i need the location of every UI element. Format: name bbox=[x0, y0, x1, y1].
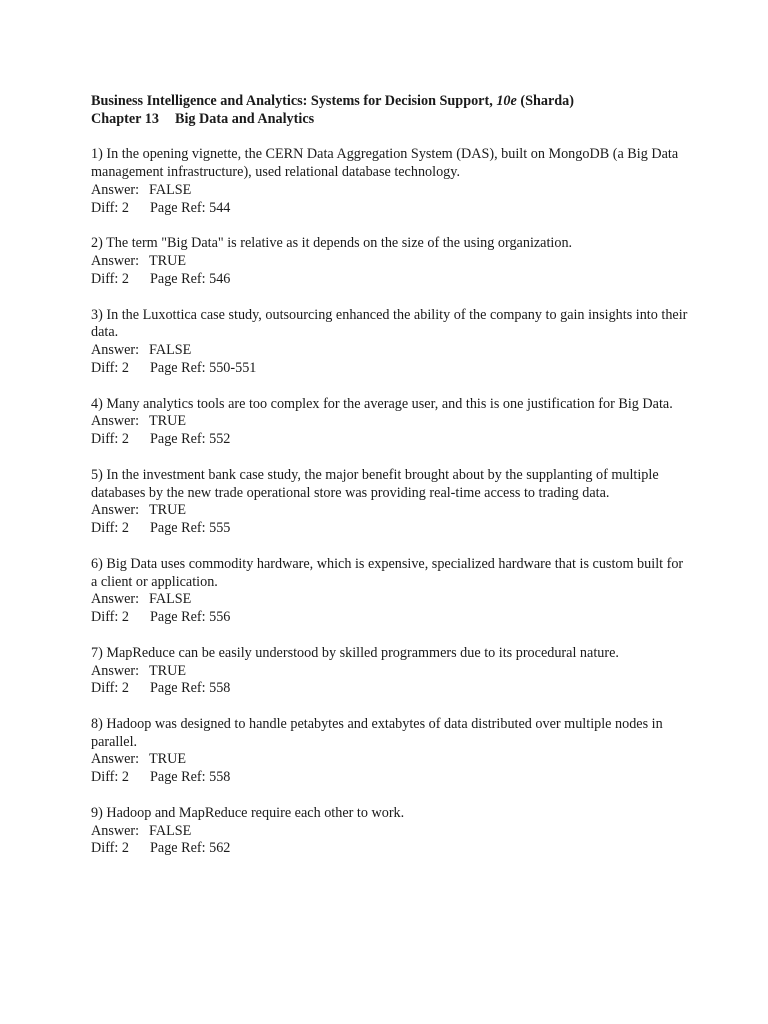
page-reference: Page Ref: 546 bbox=[150, 270, 231, 287]
question-text: 1) In the opening vignette, the CERN Data Aggregation System (DAS), built on MongoDB (a Big Data management infrastructure), used relational database technology. bbox=[91, 146, 679, 181]
question-text: 8) Hadoop was designed to handle petabytes and extabytes of data distributed over multiple nodes in parallel. bbox=[91, 715, 663, 750]
difficulty: Diff: 2 bbox=[91, 520, 129, 537]
answer-label: Answer: bbox=[91, 662, 140, 679]
difficulty: Diff: 2 bbox=[91, 769, 129, 786]
difficulty: Diff: 2 bbox=[91, 609, 129, 626]
answer-line bbox=[91, 751, 691, 769]
answer-line bbox=[91, 413, 691, 431]
edition: 10e bbox=[496, 93, 517, 109]
question-item bbox=[91, 805, 691, 858]
answer-label: Answer: bbox=[91, 253, 140, 270]
answer-line bbox=[91, 253, 691, 271]
chapter-title: Big Data and Analytics bbox=[175, 110, 315, 127]
question-item bbox=[91, 467, 691, 538]
question-item bbox=[91, 396, 691, 449]
question-text: 7) MapReduce can be easily understood by skilled programmers due to its procedural nature. bbox=[91, 644, 619, 661]
meta-line bbox=[91, 680, 691, 698]
chapter-label: Chapter 13 bbox=[91, 110, 159, 127]
question-item bbox=[91, 146, 691, 217]
author: (Sharda) bbox=[516, 93, 574, 109]
answer-line bbox=[91, 342, 691, 360]
page-reference: Page Ref: 552 bbox=[150, 431, 231, 448]
question-list bbox=[91, 146, 691, 858]
answer-label: Answer: bbox=[91, 413, 140, 430]
page-reference: Page Ref: 544 bbox=[150, 199, 231, 216]
page-reference: Page Ref: 555 bbox=[150, 520, 231, 537]
difficulty: Diff: 2 bbox=[91, 431, 129, 448]
document-page bbox=[91, 93, 691, 858]
difficulty: Diff: 2 bbox=[91, 680, 129, 697]
answer-value: FALSE bbox=[149, 181, 192, 198]
question-item bbox=[91, 235, 691, 288]
chapter-line bbox=[91, 111, 691, 129]
meta-line bbox=[91, 271, 691, 289]
difficulty: Diff: 2 bbox=[91, 199, 129, 216]
answer-value: TRUE bbox=[149, 751, 187, 768]
meta-line bbox=[91, 609, 691, 627]
answer-label: Answer: bbox=[91, 751, 140, 768]
answer-line bbox=[91, 823, 691, 841]
meta-line bbox=[91, 200, 691, 218]
answer-value: TRUE bbox=[149, 502, 187, 519]
difficulty: Diff: 2 bbox=[91, 270, 129, 287]
answer-line bbox=[91, 663, 691, 681]
question-item bbox=[91, 307, 691, 378]
answer-value: TRUE bbox=[149, 253, 187, 270]
answer-value: TRUE bbox=[149, 662, 187, 679]
meta-line bbox=[91, 431, 691, 449]
answer-value: FALSE bbox=[149, 591, 192, 608]
book-title-line bbox=[91, 93, 691, 111]
answer-label: Answer: bbox=[91, 502, 140, 519]
question-text: 5) In the investment bank case study, the major benefit brought about by the supplanting of multiple databases by the new trade operational store was providing real-time access to trading data. bbox=[91, 466, 659, 501]
page-reference: Page Ref: 558 bbox=[150, 680, 231, 697]
answer-line bbox=[91, 502, 691, 520]
difficulty: Diff: 2 bbox=[91, 359, 129, 376]
meta-line bbox=[91, 360, 691, 378]
book-title: Business Intelligence and Analytics: Systems for Decision Support, bbox=[91, 93, 497, 109]
page-reference: Page Ref: 562 bbox=[150, 840, 231, 857]
question-item bbox=[91, 556, 691, 627]
question-text: 9) Hadoop and MapReduce require each other to work. bbox=[91, 804, 405, 821]
question-text: 2) The term "Big Data" is relative as it depends on the size of the using organization. bbox=[91, 235, 573, 252]
page-reference: Page Ref: 558 bbox=[150, 769, 231, 786]
answer-value: FALSE bbox=[149, 342, 192, 359]
question-item bbox=[91, 645, 691, 698]
question-text: 6) Big Data uses commodity hardware, which is expensive, specialized hardware that is custom built for a client or application. bbox=[91, 555, 684, 590]
answer-label: Answer: bbox=[91, 181, 140, 198]
answer-line bbox=[91, 182, 691, 200]
answer-value: TRUE bbox=[149, 413, 187, 430]
page-reference: Page Ref: 556 bbox=[150, 609, 231, 626]
answer-label: Answer: bbox=[91, 822, 140, 839]
answer-value: FALSE bbox=[149, 822, 192, 839]
answer-line bbox=[91, 591, 691, 609]
question-item bbox=[91, 716, 691, 787]
document-header bbox=[91, 93, 691, 129]
question-text: 4) Many analytics tools are too complex for the average user, and this is one justification for Big Data. bbox=[91, 395, 673, 412]
meta-line bbox=[91, 520, 691, 538]
meta-line bbox=[91, 769, 691, 787]
page-reference: Page Ref: 550-551 bbox=[150, 359, 257, 376]
meta-line bbox=[91, 840, 691, 858]
difficulty: Diff: 2 bbox=[91, 840, 129, 857]
answer-label: Answer: bbox=[91, 591, 140, 608]
question-text: 3) In the Luxottica case study, outsourcing enhanced the ability of the company to gain insights into their data. bbox=[91, 306, 688, 341]
answer-label: Answer: bbox=[91, 342, 140, 359]
